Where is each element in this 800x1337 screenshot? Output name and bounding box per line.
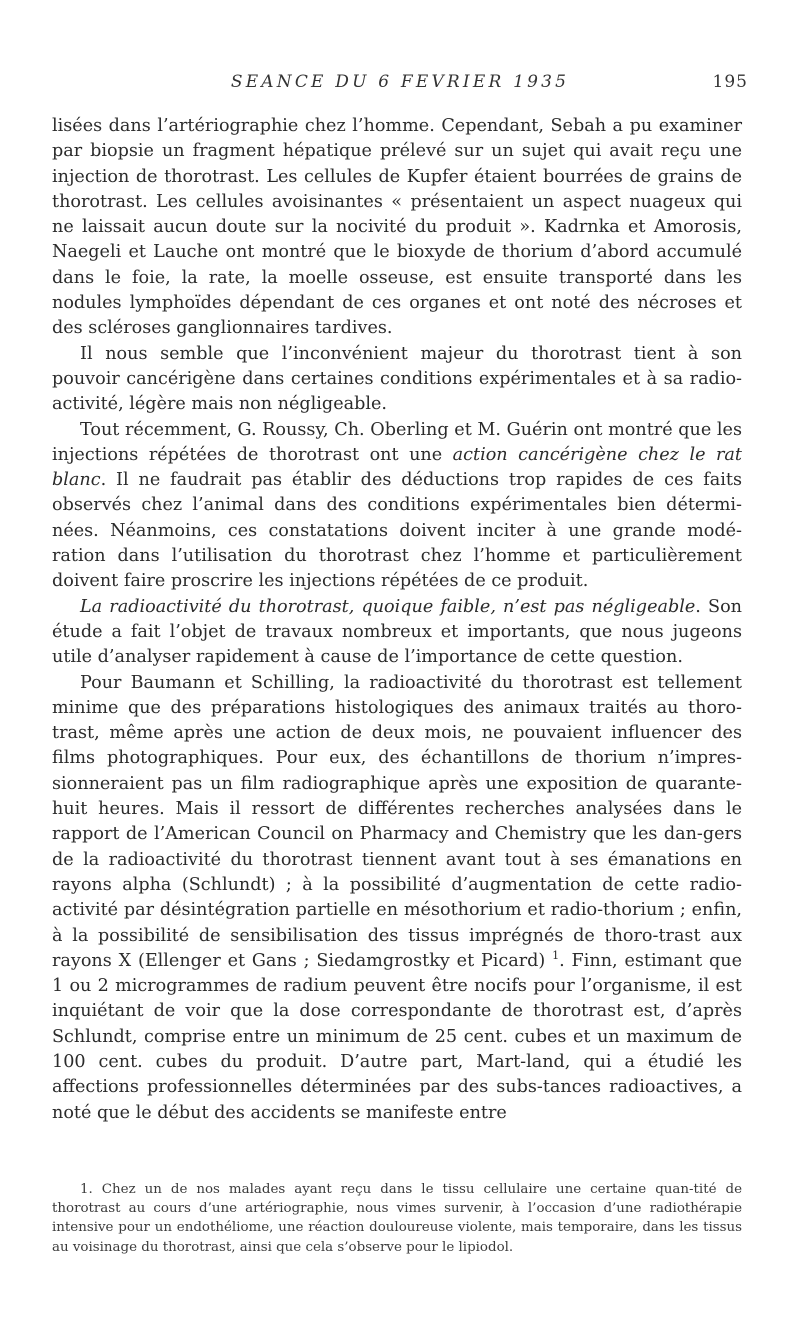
running-title: SEANCE DU 6 FEVRIER 1935 <box>230 72 570 92</box>
text-run: . Il ne faudrait pas établir des déductions trop rapides de ces faits observés chez l’animal dans des conditions expérimentales bien détermi-nées. Néanmoins, ces constatations doivent inciter à une grande modé-ration dans l’utilisation du thorotrast chez l’homme et particulièrement doivent faire proscrire les injections répétées de ce produit. <box>52 470 742 592</box>
text-run: Tout récemment, G. Roussy, Ch. Oberling et M. Guérin ont montré que les injections répétées de thorotrast ont une <box>52 419 742 465</box>
text-run: lisées dans l’artériographie chez l’homme. Cependant, Sebah a pu examiner par biopsie un fragment hépatique prélevé sur un sujet qui avait reçu une injection de thorotrast. Les cellules de Kupfer étaient bourrées de grains de thorotrast. Les cellules avoisinantes « présentaient un aspect nuageux qui ne laissait aucun doute sur la nocivité du produit ». Kadrnka et Amorosis, Naegeli et Lauche ont montré que le bioxyde de thorium d’abord accumulé dans le foie, la rate, la moelle osseuse, est ensuite transporté dans les nodules lymphoïdes dépendant de ces organes et ont noté des nécroses et des scléroses ganglionnaires tardives. <box>52 116 742 339</box>
paragraph <box>52 342 742 418</box>
italic-phrase: action cancérigène chez le rat blanc <box>52 444 742 491</box>
body-text <box>52 114 742 1126</box>
paragraph <box>52 114 742 342</box>
paragraph <box>52 418 742 595</box>
paragraph <box>52 671 742 1126</box>
text-run: Il nous semble que l’inconvénient majeur du thorotrast tient à son pouvoir cancérigène dans certaines conditions expérimentales et à sa radio-activité, légère mais non négligeable. <box>52 343 742 415</box>
italic-phrase: La radioactivité du thorotrast, quoique faible, n’est pas négligeable <box>80 596 696 617</box>
text-run: . Son étude a fait l’objet de travaux nombreux et importants, que nous jugeons utile d’analyser rapidement à cause de l’importance de cette question. <box>52 596 742 668</box>
text-run: . Finn, estimant que 1 ou 2 microgrammes de radium peuvent être nocifs pour l’organisme, il est inquiétant de voir que la dose correspondante de thorotrast est, d’après Schlundt, comprise entre un minimum de 25 cent. cubes et un maximum de 100 cent. cubes du produit. D’autre part, Mart-land, qui a étudié les affections professionnelles déterminées par des subs-tances radioactives, a noté que le début des accidents se manifeste entre <box>52 950 742 1123</box>
paragraph <box>52 595 742 671</box>
page-number: 195 <box>712 72 748 92</box>
footnote-reference: 1 <box>552 948 560 962</box>
footnote-text: 1. Chez un de nos malades ayant reçu dans le tissu cellulaire une certaine quan-tité de thorotrast au cours d’une artériographie, nous vimes survenir, à l’occasion d’une radiothérapie intensive pour un endothéliome, une réaction douloureuse violente, mais temporaire, dans les tissus au voisinage du thorotrast, ainsi que cela s’observe pour le lipiodol. <box>52 1182 742 1255</box>
footnote <box>52 1180 742 1257</box>
text-run: Pour Baumann et Schilling, la radioactivité du thorotrast est tellement minime que des préparations histologiques des animaux traités au thoro-trast, même après une action de deux mois, ne pouvaient influencer des films photographiques. Pour eux, des échantillons de thorium n’impres-sionneraient pas un film radiographique après une exposition de quarante-huit heures. Mais il ressort de différentes recherches analysées dans le rapport de l’American Council on Pharmacy and Chemistry que les dan-gers de la radioactivité du thorotrast tiennent avant tout à ses émanations en rayons alpha (Schlundt) ; à la possibilité d’augmentation de cette radio-activité par désintégration partielle en mésothorium et radio-thorium ; enfin, à la possibilité de sensibilisation des tissus imprégnés de thoro-trast aux rayons X (Ellenger et Gans ; Siedamgrostky et Picard) <box>52 672 742 971</box>
running-header <box>52 72 748 98</box>
